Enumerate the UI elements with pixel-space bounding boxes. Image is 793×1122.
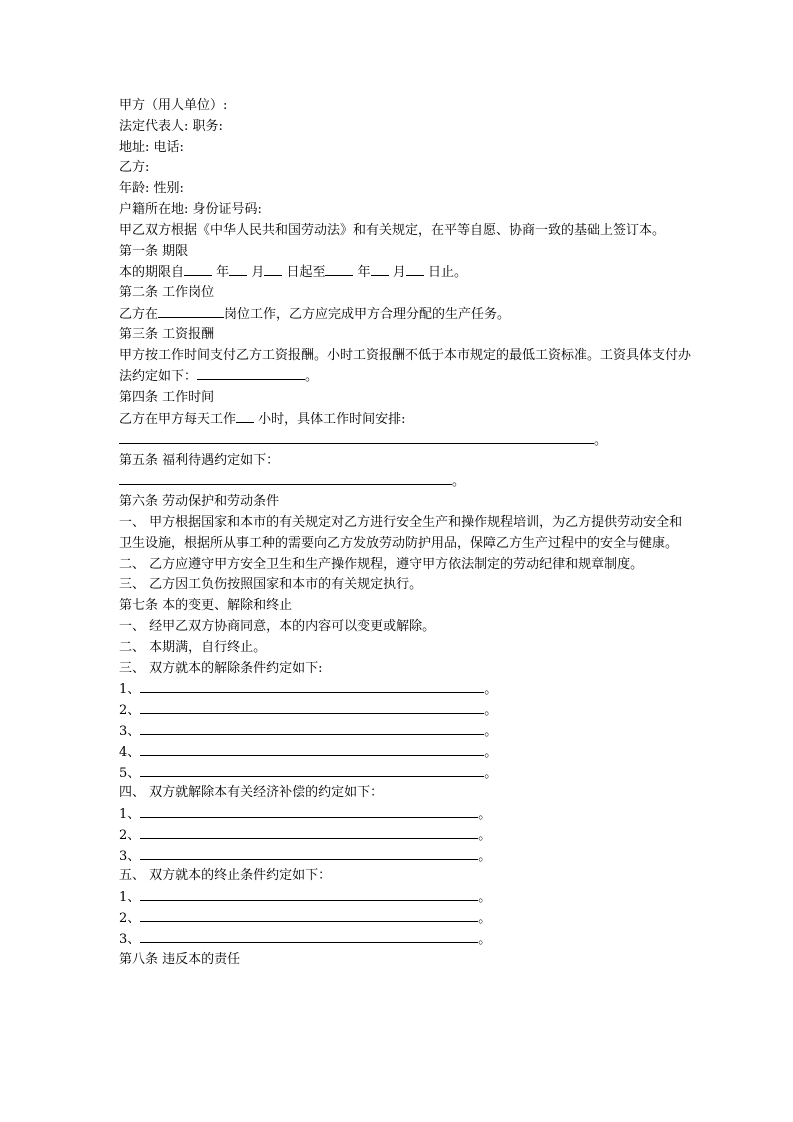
article-2-title: 第二条 工作岗位 bbox=[119, 285, 215, 301]
end-day-blank[interactable] bbox=[406, 262, 424, 276]
termination-condition-line: 2、 。 bbox=[119, 700, 694, 721]
termination-condition-line: 5、 。 bbox=[119, 763, 694, 784]
article-6-item-3: 三、 乙方因工负伤按照国家和本市的有关规定执行。 bbox=[119, 577, 423, 593]
party-b-line: 乙方: bbox=[119, 160, 150, 176]
article-7-item-5: 五、 双方就本的终止条件约定如下： bbox=[119, 868, 332, 884]
end-month-blank[interactable] bbox=[371, 262, 389, 276]
benefit-blank[interactable] bbox=[119, 471, 452, 485]
compensation-line: 2、 。 bbox=[119, 825, 694, 846]
contract-document bbox=[119, 96, 694, 970]
article-7-item-2: 二、 本期满，自行终止。 bbox=[119, 639, 267, 655]
start-month-blank[interactable] bbox=[229, 262, 247, 276]
start-year-blank[interactable] bbox=[184, 262, 212, 276]
age-gender-line: 年龄: 性别: bbox=[119, 181, 184, 197]
article-7-item-1: 一、 经甲乙双方协商同意，本的内容可以变更或解除。 bbox=[119, 618, 436, 634]
article-1-term-line: 本的期限自 年 月 日起至 年 月 日止。 bbox=[119, 262, 694, 283]
termination-condition-blank[interactable] bbox=[140, 700, 484, 714]
article-3-title: 第三条 工资报酬 bbox=[119, 326, 215, 342]
article-5-benefit-line: 。 bbox=[119, 471, 694, 492]
compensation-line: 3、 。 bbox=[119, 846, 694, 867]
schedule-blank[interactable] bbox=[119, 430, 594, 444]
article-2-position-line: 乙方在 岗位工作，乙方应完成甲方合理分配的生产任务。 bbox=[119, 304, 694, 325]
compensation-line: 1、 。 bbox=[119, 804, 694, 825]
position-blank[interactable] bbox=[158, 304, 224, 318]
article-3-pay-paragraph: 甲方按工作时间支付乙方工资报酬。小时工资报酬不低于本市规定的最低工资标准。工资具体支付办法约定如下： 。 bbox=[119, 347, 692, 385]
termination-condition-blank[interactable] bbox=[140, 679, 484, 693]
article-8-title: 第八条 违反本的责任 bbox=[119, 951, 241, 967]
termination-condition-line: 1、 。 bbox=[119, 679, 694, 700]
compensation-blank[interactable] bbox=[140, 804, 478, 818]
expiry-condition-line: 2、 。 bbox=[119, 908, 694, 929]
address-line: 地址: 电话: bbox=[119, 139, 184, 155]
end-year-blank[interactable] bbox=[325, 262, 353, 276]
article-6-title: 第六条 劳动保护和劳动条件 bbox=[119, 494, 280, 510]
expiry-condition-line: 1、 。 bbox=[119, 887, 694, 908]
article-4-hours-line: 乙方在甲方每天工作 小时，具体工作时间安排: bbox=[119, 409, 694, 430]
termination-condition-line: 3、 。 bbox=[119, 721, 694, 742]
hukou-id-line: 户籍所在地: 身份证号码: bbox=[119, 201, 262, 217]
article-6-item-1: 一、 甲方根据国家和本市的有关规定对乙方进行安全生产和操作规程培训，为乙方提供劳动安全和卫生设施，根据所从事工种的需要向乙方发放劳动防护用品，保障乙方生产过程中的安全与健康。 bbox=[119, 514, 683, 551]
article-7-item-4: 四、 双方就解除本有关经济补偿的约定如下： bbox=[119, 785, 384, 801]
daily-hours-blank[interactable] bbox=[236, 409, 254, 423]
expiry-condition-blank[interactable] bbox=[140, 887, 478, 901]
compensation-blank[interactable] bbox=[140, 846, 478, 860]
article-1-title: 第一条 期限 bbox=[119, 243, 189, 259]
termination-condition-blank[interactable] bbox=[140, 721, 484, 735]
termination-condition-blank[interactable] bbox=[140, 763, 484, 777]
article-4-schedule-line: 。 bbox=[119, 430, 694, 451]
article-4-title: 第四条 工作时间 bbox=[119, 390, 215, 406]
article-6-item-2: 二、 乙方应遵守甲方安全卫生和生产操作规程，遵守甲方依法制定的劳动纪律和规章制度。 bbox=[119, 556, 644, 572]
party-a-line: 甲方（用人单位）: bbox=[119, 98, 228, 113]
expiry-condition-blank[interactable] bbox=[140, 908, 478, 922]
article-7-item-3: 三、 双方就本的解除条件约定如下: bbox=[119, 660, 323, 676]
expiry-condition-blank[interactable] bbox=[140, 929, 478, 943]
expiry-condition-line: 3、 。 bbox=[119, 929, 694, 950]
article-5-title: 第五条 福利待遇约定如下： bbox=[119, 452, 280, 468]
start-day-blank[interactable] bbox=[264, 262, 282, 276]
legal-rep-line: 法定代表人: 职务: bbox=[119, 118, 223, 134]
article-7-title: 第七条 本的变更、解除和终止 bbox=[119, 598, 293, 614]
compensation-blank[interactable] bbox=[140, 825, 478, 839]
termination-condition-blank[interactable] bbox=[140, 742, 484, 756]
termination-condition-line: 4、 。 bbox=[119, 742, 694, 763]
pay-method-blank[interactable] bbox=[197, 366, 305, 380]
intro-paragraph: 甲乙双方根据《中华人民共和国劳动法》和有关规定，在平等自愿、协商一致的基础上签订本。 bbox=[119, 222, 666, 238]
